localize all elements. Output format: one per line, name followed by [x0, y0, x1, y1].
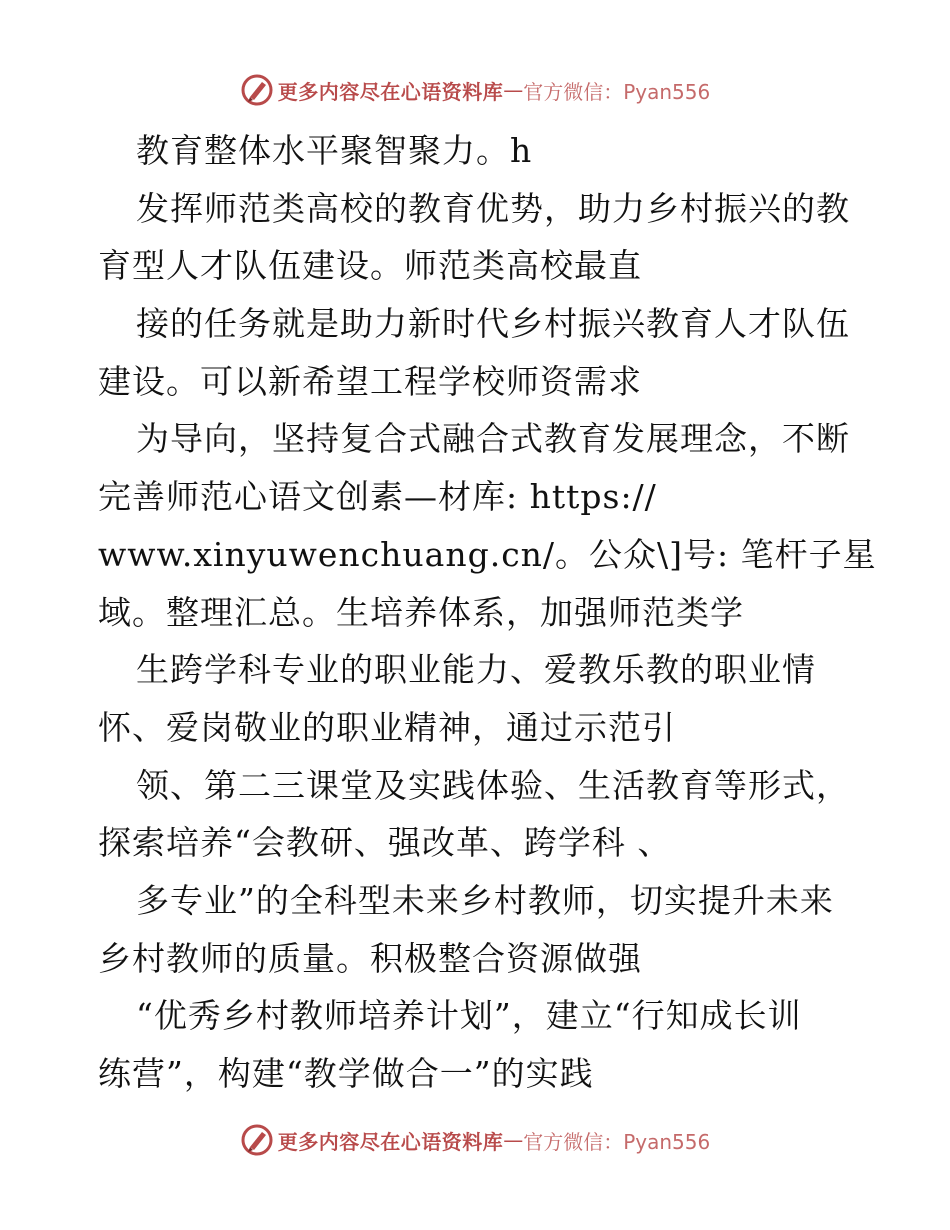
header-separator: —: [503, 78, 524, 102]
text-line: www.xinyuwenchuang.cn/。公众\]号: 笔杆子星: [98, 534, 877, 574]
header-contact-text: 官方微信：Pyan556: [523, 79, 711, 104]
text-line: 怀、爱岗敬业的职业精神，通过示范引: [98, 707, 676, 747]
text-line: 完善师范心语文创素—材库: https://: [98, 477, 657, 517]
text-line: 域。整理汇总。生培养体系，加强师范类学: [98, 592, 744, 632]
footer-banner: [0, 1120, 950, 1160]
text-line: 领、第二三课堂及实践体验、生活教育等形式，: [136, 765, 850, 805]
header-brand-text: 更多内容尽在心语资料库: [277, 79, 504, 104]
text-line: 乡村教师的质量。积极整合资源做强: [98, 938, 642, 978]
document-body: [98, 122, 877, 1103]
text-line: 生跨学科专业的职业能力、爱教乐教的职业情: [136, 650, 816, 690]
footer-brand-text: 更多内容尽在心语资料库: [277, 1129, 504, 1154]
pen-logo-icon: [240, 1123, 274, 1157]
text-line: “优秀乡村教师培养计划”，建立“行知成长训: [136, 996, 802, 1036]
pen-logo-icon: [240, 73, 274, 107]
text-line: 建设。可以新希望工程学校师资需求: [98, 361, 642, 401]
text-line: 发挥师范类高校的教育优势，助力乡村振兴的教: [136, 188, 850, 228]
footer-separator: —: [503, 1128, 524, 1152]
text-line: 多专业”的全科型未来乡村教师，切实提升未来: [136, 880, 834, 920]
text-line: 接的任务就是助力新时代乡村振兴教育人才队伍: [136, 304, 850, 344]
footer-contact-text: 官方微信：Pyan556: [523, 1129, 711, 1154]
text-line: 育型人才队伍建设。师范类高校最直: [98, 246, 642, 286]
text-line: 为导向，坚持复合式融合式教育发展理念，不断: [136, 419, 850, 459]
text-line: 教育整体水平聚智聚力。h: [136, 131, 533, 170]
header-banner: [0, 70, 950, 110]
text-line: 练营”，构建“教学做合一”的实践: [98, 1054, 594, 1093]
text-line: 探索培养“会教研、强改革、跨学科 、: [98, 823, 672, 863]
